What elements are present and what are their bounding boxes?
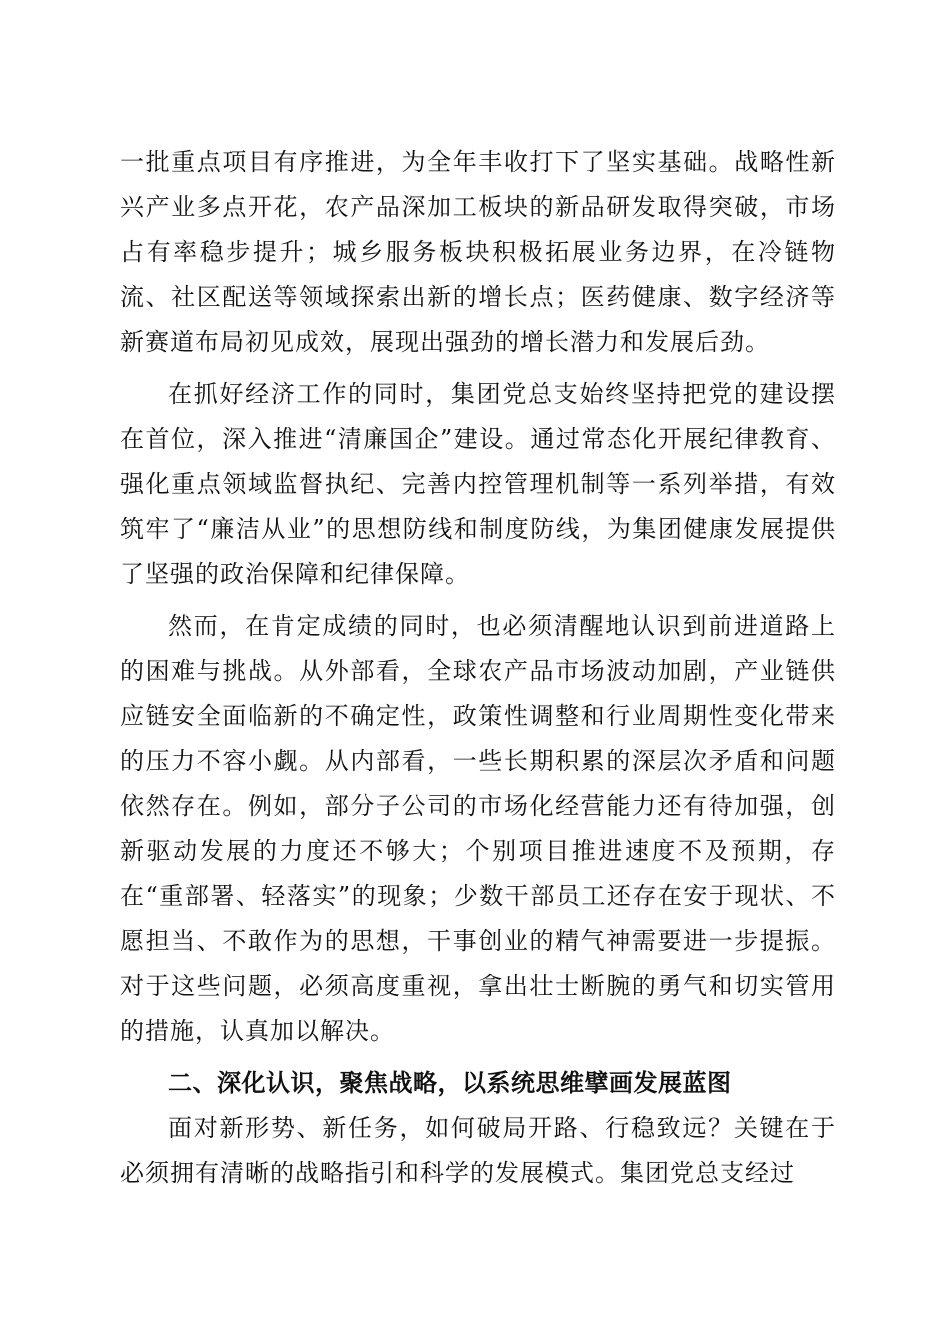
section-heading: 二、深化认识，聚焦战略，以系统思维擘画发展蓝图	[168, 1069, 732, 1097]
paragraph-continuation: 一批重点项目有序推进，为全年丰收打下了坚实基础。战略性新兴产业多点开花，农产品深加工板块的新品研发取得突破，市场占有率稳步提升；城乡服务板块积极拓展业务边界，在冷链物流、社区配送等领域探索出新的增长点；医药健康、数字经济等新赛道布局初见成效，展现出强劲的增长潜力和发展后劲。	[120, 148, 836, 356]
paragraph-challenges: 然而，在肯定成绩的同时，也必须清醒地认识到前进道路上的困难与挑战。从外部看，全球农产品市场波动加剧，产业链供应链安全面临新的不确定性，政策性调整和行业周期性变化带来的压力不容小觑。从内部看，一些长期积累的深层次矛盾和问题依然存在。例如，部分子公司的市场化经营能力还有待加强，创新驱动发展的力度还不够大；个别项目推进速度不及预期，存在“重部署、轻落实”的现象；少数干部员工还存在安于现状、不愿担当、不敢作为的思想，干事创业的精气神需要进一步提振。对于这些问题，必须高度重视，拿出壮士断腕的勇气和切实管用的措施，认真加以解决。	[120, 612, 836, 1045]
paragraph-party-building: 在抓好经济工作的同时，集团党总支始终坚持把党的建设摆在首位，深入推进“清廉国企”建设。通过常态化开展纪律教育、强化重点领域监督执纪、完善内控管理机制等一系列举措，有效筑牢了“廉洁从业”的思想防线和制度防线，为集团健康发展提供了坚强的政治保障和纪律保障。	[120, 380, 836, 588]
paragraph-strategy-intro: 面对新形势、新任务，如何破局开路、行稳致远？关键在于必须拥有清晰的战略指引和科学的发展模式。集团党总支经过	[120, 1114, 836, 1187]
document-body	[120, 140, 836, 1196]
